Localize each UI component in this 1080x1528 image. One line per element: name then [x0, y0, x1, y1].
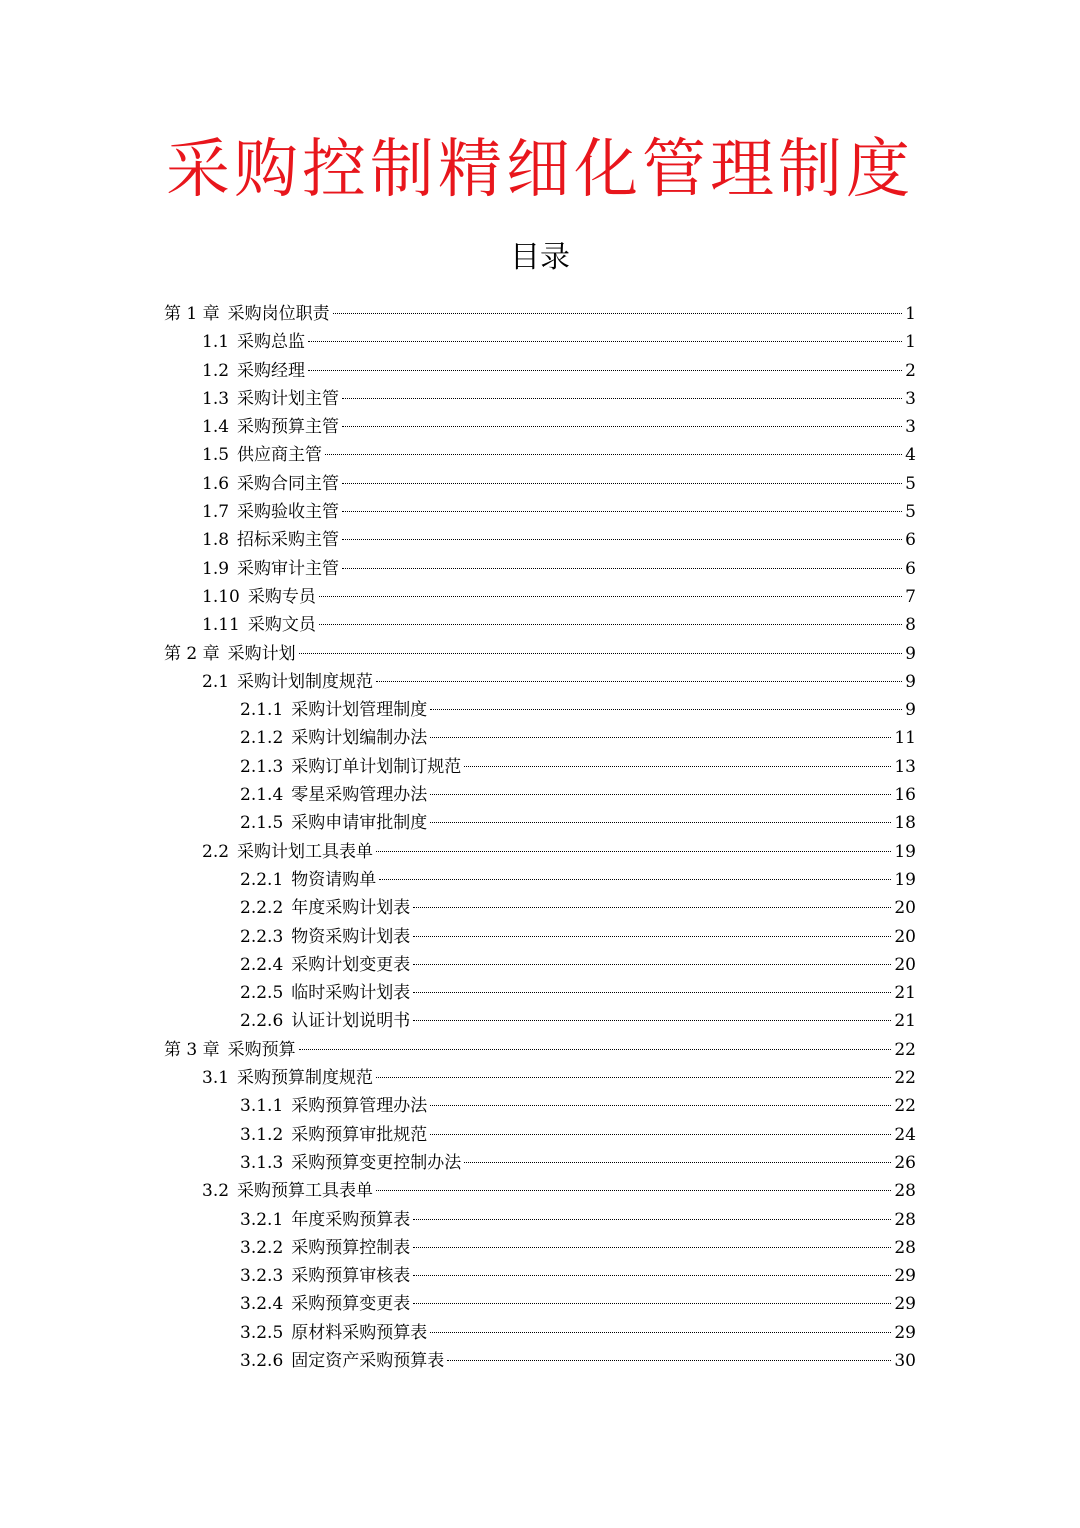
- toc-entry-title: 年度采购预算表: [291, 1209, 411, 1230]
- toc-dot-leader: [299, 653, 903, 654]
- toc-entry-page-number: 20: [894, 898, 916, 919]
- toc-entry-title: 采购专员: [247, 586, 316, 607]
- toc-entry-number: 1.11: [202, 615, 240, 636]
- toc-dot-leader: [342, 511, 902, 512]
- toc-entry-number: 1.10: [202, 586, 240, 607]
- toc-entry[interactable]: [164, 1206, 916, 1234]
- toc-dot-leader: [413, 936, 891, 937]
- toc-entry-title: 采购预算: [227, 1039, 296, 1060]
- toc-entry[interactable]: [164, 385, 916, 413]
- toc-entry[interactable]: [164, 611, 916, 639]
- toc-entry-number: 1.3: [202, 388, 230, 409]
- toc-entry-page-number: 26: [894, 1152, 916, 1173]
- toc-entry-number: 3.1.3: [240, 1152, 284, 1173]
- toc-entry[interactable]: [164, 1319, 916, 1347]
- toc-entry-number: 2.1: [202, 671, 230, 692]
- toc-entry-page-number: 29: [894, 1294, 916, 1315]
- toc-entry-page-number: 9: [905, 671, 916, 692]
- toc-entry[interactable]: [164, 1347, 916, 1375]
- toc-dot-leader: [430, 794, 891, 795]
- toc-dot-leader: [464, 766, 891, 767]
- toc-dot-leader: [342, 539, 902, 540]
- toc-entry-page-number: 11: [894, 728, 916, 749]
- toc-entry-title: 采购预算变更表: [291, 1294, 411, 1315]
- toc-dot-leader: [430, 1332, 891, 1333]
- toc-entry-title: 物资采购计划表: [291, 926, 411, 947]
- toc-entry-page-number: 22: [894, 1068, 916, 1089]
- toc-entry-number: 2.1.2: [240, 728, 284, 749]
- toc-dot-leader: [379, 879, 891, 880]
- toc-entry-page-number: 2: [905, 360, 916, 381]
- toc-entry-page-number: 5: [905, 502, 916, 523]
- toc-entry-title: 采购预算审核表: [291, 1266, 411, 1287]
- toc-entry-number: 2.1.5: [240, 813, 284, 834]
- toc-entry-number: 第 1 章: [164, 304, 220, 324]
- toc-entry-page-number: 6: [905, 530, 916, 551]
- toc-entry-title: 物资请购单: [291, 869, 377, 890]
- toc-entry-number: 1.4: [202, 417, 230, 438]
- toc-dot-leader: [319, 624, 902, 625]
- document-title: 采购控制精细化管理制度: [166, 133, 914, 207]
- toc-entry-title: 原材料采购预算表: [291, 1322, 428, 1343]
- toc-entry[interactable]: [164, 866, 916, 894]
- toc-entry[interactable]: [164, 413, 916, 441]
- toc-entry-page-number: 16: [894, 785, 916, 806]
- toc-dot-leader: [464, 1162, 891, 1163]
- toc-entry[interactable]: [164, 441, 916, 469]
- toc-dot-leader: [430, 709, 902, 710]
- toc-entry[interactable]: [164, 809, 916, 837]
- toc-entry-title: 供应商主管: [237, 445, 323, 466]
- toc-dot-leader: [376, 1190, 891, 1191]
- toc-entry-title: 年度采购计划表: [291, 898, 411, 919]
- toc-entry-title: 采购总监: [237, 332, 306, 353]
- toc-entry-title: 采购计划编制办法: [291, 728, 428, 749]
- toc-dot-leader: [430, 737, 891, 738]
- toc-entry-page-number: 18: [894, 813, 916, 834]
- toc-dot-leader: [319, 596, 902, 597]
- toc-entry-title: 采购订单计划制订规范: [291, 756, 462, 777]
- toc-dot-leader: [333, 313, 903, 314]
- toc-entry-number: 1.8: [202, 530, 230, 551]
- toc-entry[interactable]: [164, 640, 916, 668]
- toc-entry-title: 采购预算审批规范: [291, 1124, 428, 1145]
- toc-entry-page-number: 13: [894, 756, 916, 777]
- toc-dot-leader: [447, 1360, 891, 1361]
- toc-entry-number: 3.1.2: [240, 1124, 284, 1145]
- toc-entry-title: 采购预算主管: [237, 417, 340, 438]
- toc-entry[interactable]: [164, 555, 916, 583]
- toc-entry-title: 采购申请审批制度: [291, 813, 428, 834]
- toc-entry-page-number: 7: [905, 586, 916, 607]
- toc-entry-title: 采购预算制度规范: [237, 1068, 374, 1089]
- toc-entry-title: 固定资产采购预算表: [291, 1350, 445, 1371]
- toc-entry-title: 采购计划管理制度: [291, 700, 428, 721]
- toc-entry[interactable]: [164, 526, 916, 554]
- toc-entry-page-number: 19: [894, 841, 916, 862]
- toc-entry-number: 3.1.1: [240, 1096, 284, 1117]
- toc-entry-number: 3.2.5: [240, 1322, 284, 1343]
- toc-entry-title: 采购岗位职责: [227, 304, 330, 324]
- toc-entry-title: 采购计划变更表: [291, 954, 411, 975]
- toc-entry-page-number: 20: [894, 926, 916, 947]
- toc-entry-number: 3.2.3: [240, 1266, 284, 1287]
- toc-dot-leader: [376, 851, 891, 852]
- toc-entry-page-number: 6: [905, 558, 916, 579]
- toc-entry-page-number: 19: [894, 869, 916, 890]
- toc-dot-leader: [342, 398, 902, 399]
- toc-entry-page-number: 21: [894, 1011, 916, 1032]
- toc-entry-page-number: 21: [894, 983, 916, 1004]
- toc-entry-title: 采购计划主管: [237, 388, 340, 409]
- toc-dot-leader: [413, 1020, 891, 1021]
- toc-entry[interactable]: [164, 470, 916, 498]
- toc-entry-page-number: 4: [905, 445, 916, 466]
- toc-entry-number: 2.2.3: [240, 926, 284, 947]
- toc-dot-leader: [413, 1275, 891, 1276]
- toc-entry-title: 采购计划制度规范: [237, 671, 374, 692]
- toc-entry-title: 采购预算控制表: [291, 1237, 411, 1258]
- toc-entry-title: 招标采购主管: [237, 530, 340, 551]
- toc-dot-leader: [430, 1134, 891, 1135]
- toc-entry[interactable]: [164, 1092, 916, 1120]
- toc-entry-number: 2.2: [202, 841, 230, 862]
- toc-entry-page-number: 24: [894, 1124, 916, 1145]
- toc-entry-number: 3.2: [202, 1181, 230, 1202]
- toc-entry-number: 3.1: [202, 1068, 230, 1089]
- toc-entry-page-number: 20: [894, 954, 916, 975]
- toc-entry-title: 采购预算工具表单: [237, 1181, 374, 1202]
- toc-entry-page-number: 9: [905, 700, 916, 721]
- toc-dot-leader: [430, 822, 891, 823]
- toc-entry[interactable]: [164, 1177, 916, 1205]
- toc-entry-number: 第 2 章: [164, 643, 220, 664]
- toc-entry[interactable]: [164, 923, 916, 951]
- toc-entry-page-number: 9: [905, 643, 916, 664]
- toc-entry-number: 3.2.4: [240, 1294, 284, 1315]
- toc-entry-number: 1.6: [202, 473, 230, 494]
- table-of-contents: [164, 300, 916, 1375]
- toc-entry-page-number: 30: [894, 1350, 916, 1371]
- toc-dot-leader: [413, 1303, 891, 1304]
- toc-entry-number: 2.2.4: [240, 954, 284, 975]
- toc-dot-leader: [308, 341, 902, 342]
- toc-entry-page-number: 29: [894, 1322, 916, 1343]
- toc-dot-leader: [376, 681, 902, 682]
- toc-dot-leader: [342, 568, 902, 569]
- toc-heading: 目录: [510, 240, 570, 275]
- toc-entry-page-number: 28: [894, 1209, 916, 1230]
- toc-entry-title: 采购文员: [247, 615, 316, 636]
- toc-entry-page-number: 22: [894, 1096, 916, 1117]
- toc-entry-page-number: 28: [894, 1237, 916, 1258]
- toc-dot-leader: [413, 1247, 891, 1248]
- toc-entry-number: 2.2.2: [240, 898, 284, 919]
- toc-entry-number: 1.9: [202, 558, 230, 579]
- toc-entry[interactable]: [164, 668, 916, 696]
- toc-entry[interactable]: [164, 1290, 916, 1318]
- toc-entry-title: 临时采购计划表: [291, 983, 411, 1004]
- toc-entry-title: 采购审计主管: [237, 558, 340, 579]
- toc-dot-leader: [413, 992, 891, 993]
- toc-entry-number: 2.1.1: [240, 700, 284, 721]
- toc-dot-leader: [325, 454, 902, 455]
- toc-entry-number: 2.1.3: [240, 756, 284, 777]
- toc-entry[interactable]: [164, 724, 916, 752]
- toc-entry[interactable]: [164, 328, 916, 356]
- toc-dot-leader: [413, 964, 891, 965]
- toc-entry-page-number: 22: [894, 1039, 916, 1060]
- toc-entry-number: 1.2: [202, 360, 230, 381]
- toc-entry[interactable]: [164, 498, 916, 526]
- toc-entry-number: 2.1.4: [240, 785, 284, 806]
- toc-entry-page-number: 1: [905, 304, 916, 324]
- toc-dot-leader: [299, 1049, 892, 1050]
- toc-entry-number: 1.1: [202, 332, 230, 353]
- toc-entry[interactable]: [164, 1262, 916, 1290]
- toc-entry[interactable]: [164, 357, 916, 385]
- toc-entry-title: 认证计划说明书: [291, 1011, 411, 1032]
- toc-entry[interactable]: [164, 1036, 916, 1064]
- toc-entry[interactable]: [164, 1149, 916, 1177]
- toc-entry-title: 采购经理: [237, 360, 306, 381]
- toc-entry[interactable]: [164, 838, 916, 866]
- toc-dot-leader: [430, 1105, 891, 1106]
- toc-entry-title: 采购计划工具表单: [237, 841, 374, 862]
- toc-entry[interactable]: [164, 894, 916, 922]
- toc-entry[interactable]: [164, 753, 916, 781]
- toc-entry-number: 3.2.2: [240, 1237, 284, 1258]
- toc-entry[interactable]: [164, 583, 916, 611]
- toc-entry-number: 2.2.5: [240, 983, 284, 1004]
- toc-dot-leader: [342, 483, 902, 484]
- toc-entry[interactable]: [164, 781, 916, 809]
- toc-entry-page-number: 29: [894, 1266, 916, 1287]
- toc-entry-title: 采购预算变更控制办法: [291, 1152, 462, 1173]
- toc-entry-page-number: 5: [905, 473, 916, 494]
- toc-entry[interactable]: [164, 300, 916, 328]
- toc-entry[interactable]: [164, 696, 916, 724]
- toc-entry-title: 采购预算管理办法: [291, 1096, 428, 1117]
- toc-dot-leader: [413, 907, 891, 908]
- toc-entry[interactable]: [164, 1064, 916, 1092]
- toc-entry-title: 零星采购管理办法: [291, 785, 428, 806]
- toc-entry-page-number: 28: [894, 1181, 916, 1202]
- toc-entry-number: 3.2.1: [240, 1209, 284, 1230]
- toc-entry[interactable]: [164, 1121, 916, 1149]
- toc-entry-title: 采购合同主管: [237, 473, 340, 494]
- toc-dot-leader: [342, 426, 902, 427]
- toc-entry-page-number: 8: [905, 615, 916, 636]
- toc-entry-number: 第 3 章: [164, 1039, 220, 1060]
- toc-entry-number: 1.5: [202, 445, 230, 466]
- toc-entry-title: 采购计划: [227, 643, 296, 664]
- toc-entry-number: 3.2.6: [240, 1350, 284, 1371]
- toc-dot-leader: [308, 370, 902, 371]
- toc-entry[interactable]: [164, 1234, 916, 1262]
- toc-entry-title: 采购验收主管: [237, 502, 340, 523]
- toc-entry-page-number: 1: [905, 332, 916, 353]
- toc-entry-number: 2.2.6: [240, 1011, 284, 1032]
- toc-entry-number: 2.2.1: [240, 869, 284, 890]
- toc-entry-page-number: 3: [905, 417, 916, 438]
- toc-dot-leader: [413, 1219, 891, 1220]
- toc-entry-number: 1.7: [202, 502, 230, 523]
- toc-entry[interactable]: [164, 951, 916, 979]
- toc-entry-page-number: 3: [905, 388, 916, 409]
- toc-entry[interactable]: [164, 1007, 916, 1035]
- toc-entry[interactable]: [164, 979, 916, 1007]
- toc-dot-leader: [376, 1077, 891, 1078]
